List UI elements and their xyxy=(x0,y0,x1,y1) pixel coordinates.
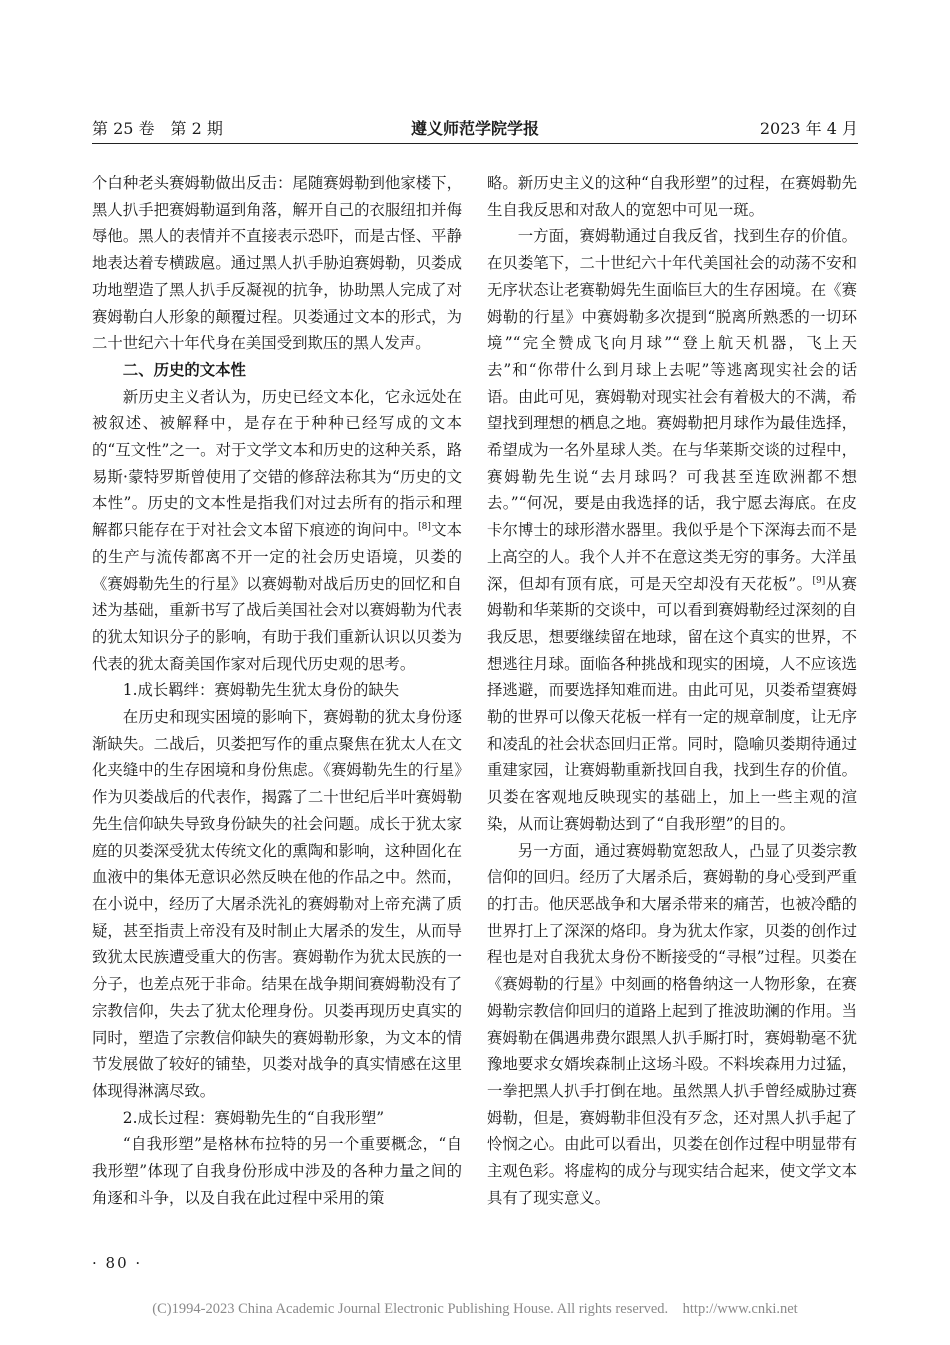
paragraph-text: 从赛姆勒和华莱斯的交谈中，可以看到赛姆勒经过深刻的自我反思，想要继续留在地球，留在这个真实的世界，不想逃往月球。面临各种挑战和现实的困境，人不应该选择逃避，而要选择知难而进。由此可见，贝娄希望赛姆勒的世界可以像天花板一样有一定的规章制度，让无序和凌乱的社会状态回归正常。同时，隐喻贝娄期待通过重建家园，让赛姆勒重新找回自我，找到生存的价值。贝娄在客观地反映现实的基础上，加上一些主观的渲染，从而让赛姆勒达到了“自我形塑”的目的。 xyxy=(487,574,857,833)
paragraph xyxy=(487,223,857,837)
paragraph: 略。新历史主义的这种“自我形塑”的过程，在赛姆勒先生自我反思和对敌人的宽恕中可见一斑。 xyxy=(487,174,857,219)
right-column xyxy=(487,170,857,1211)
citation-9[interactable]: [9] xyxy=(812,575,826,586)
subsection-heading: 1.成长羁绊：赛姆勒先生犹太身份的缺失 xyxy=(122,681,400,700)
copyright-footer: (C)1994-2023 China Academic Journal Electronic Publishing House. All rights reserved. http://www.cnki.net xyxy=(152,1301,798,1317)
left-column xyxy=(92,170,462,1211)
running-header xyxy=(92,116,858,144)
issue-date: 2023 年 4 月 xyxy=(759,119,858,138)
paragraph xyxy=(92,384,462,678)
volume-issue: 第 25 卷 第 2 期 xyxy=(92,119,223,138)
paragraph: 在历史和现实困境的影响下，赛姆勒的犹太身份逐渐缺失。二战后，贝娄把写作的重点聚焦在犹太人在文化夹缝中的生存困境和身份焦虑。《赛姆勒先生的行星》作为贝娄战后的代表作，揭露了二十世纪后半叶赛姆勒先生信仰缺失导致身份缺失的社会问题。成长于犹太家庭的贝娄深受犹太传统文化的熏陶和影响，这种固化在血液中的集体无意识必然反映在他的作品之中。然而，在小说中，经历了大屠杀洗礼的赛姆勒对上帝充满了质疑，甚至指责上帝没有及时制止大屠杀的发生，从而导致犹太民族遭受重大的伤害。赛姆勒作为犹太民族的一分子，也差点死于非命。结果在战争期间赛姆勒没有了宗教信仰，失去了犹太伦理身份。贝娄再现历史真实的同时，塑造了宗教信仰缺失的赛姆勒形象，为文本的情节发展做了较好的铺垫，贝娄对战争的真实情感在这里体现得淋漓尽致。 xyxy=(92,708,462,1100)
page-number: · 80 · xyxy=(92,1254,143,1272)
paragraph: 另一方面，通过赛姆勒宽恕敌人，凸显了贝娄宗教信仰的回归。经历了大屠杀后，赛姆勒的身心受到严重的打击。他厌恶战争和大屠杀带来的痛苦，也被冷酷的世界打上了深深的烙印。身为犹太作家，贝娄的创作过程也是对自我犹太身份不断接受的“寻根”过程。贝娄在《赛姆勒的行星》中刻画的格鲁纳这一人物形象，在赛姆勒宗教信仰回归的道路上起到了推波助澜的作用。当赛姆勒在偶遇弗费尔跟黑人扒手厮打时，赛姆勒毫不犹豫地要求女婿埃森制止这场斗殴。不料埃森用力过猛，一拳把黑人扒手打倒在地。虽然黑人扒手曾经威胁过赛姆勒，但是，赛姆勒非但没有歹念，还对黑人扒手起了怜悯之心。由此可以看出，贝娄在创作过程中明显带有主观色彩。将虚构的成分与现实结合起来，使文学文本具有了现实意义。 xyxy=(487,841,857,1207)
paragraph-text: 文本的生产与流传都离不开一定的社会历史语境，贝娄的《赛姆勒先生的行星》以赛姆勒对战后历史的回忆和自述为基础，重新书写了战后美国社会对以赛姆勒为代表的犹太知识分子的影响，有助于我们重新认识以贝娄为代表的犹太裔美国作家对后现代历史观的思考。 xyxy=(92,521,462,673)
paragraph: 个白种老头赛姆勒做出反击：尾随赛姆勒到他家楼下，黑人扒手把赛姆勒逼到角落，解开自己的衣服纽扣并侮辱他。黑人的表情并不直接表示恐吓，而是古怪、平静地表达着专横跋扈。通过黑人扒手胁迫赛姆勒，贝娄成功地塑造了黑人扒手反凝视的抗争，协助黑人完成了对赛姆勒白人形象的颠覆过程。贝娄通过文本的形式，为二十世纪六十年代身在美国受到欺压的黑人发声。 xyxy=(92,174,462,353)
paragraph-text: 一方面，赛姆勒通过自我反省，找到生存的价值。在贝娄笔下，二十世纪六十年代美国社会的动荡不安和无序状态让老赛勒姆先生面临巨大的生存困境。在《赛姆勒的行星》中赛姆勒多次提到“脱离所熟悉的一切环境”“完全赞成飞向月球”“登上航天机器，飞上天去”和“你带什么到月球上去呢”等逃离现实社会的话语。由此可见，赛姆勒对现实社会有着极大的不满，希望找到理想的栖息之地。赛姆勒把月球作为最佳选择，希望成为一名外星球人类。在与华莱斯交谈的过程中，赛姆勒先生说“去月球吗？可我甚至连欧洲都不想去。”“何况，要是由我选择的话，我宁愿去海底。在皮卡尔博士的球形潜水器里。我似乎是个下深海去而不是上高空的人。我个人并不在意这类无穷的事务。大洋虽深，但却有顶有底，可是天空却没有天花板”。 xyxy=(487,227,857,593)
section-heading: 二、历史的文本性 xyxy=(122,360,246,379)
citation-8[interactable]: [8] xyxy=(418,522,431,533)
paragraph-text: 新历史主义者认为，历史已经文本化，它永远处在被叙述、被解释中，是存在于种种已经写成的文本的“互文性”之一。对于文学文本和历史的这种关系，路易斯·蒙特罗斯曾使用了交错的修辞法称其为“历史的文本性”。历史的文本性是指我们对过去所有的指示和理解都只能存在于对社会文本留下痕迹的询问中。 xyxy=(92,387,462,540)
header-rule xyxy=(92,143,858,144)
paragraph: “自我形塑”是格林布拉特的另一个重要概念，“自我形塑”体现了自我身份形成中涉及的各种力量之间的角逐和斗争，以及自我在此过程中采用的策 xyxy=(92,1135,462,1207)
subsection-heading: 2.成长过程：赛姆勒先生的“自我形塑” xyxy=(122,1108,385,1127)
journal-title: 遵义师范学院学报 xyxy=(410,119,539,138)
